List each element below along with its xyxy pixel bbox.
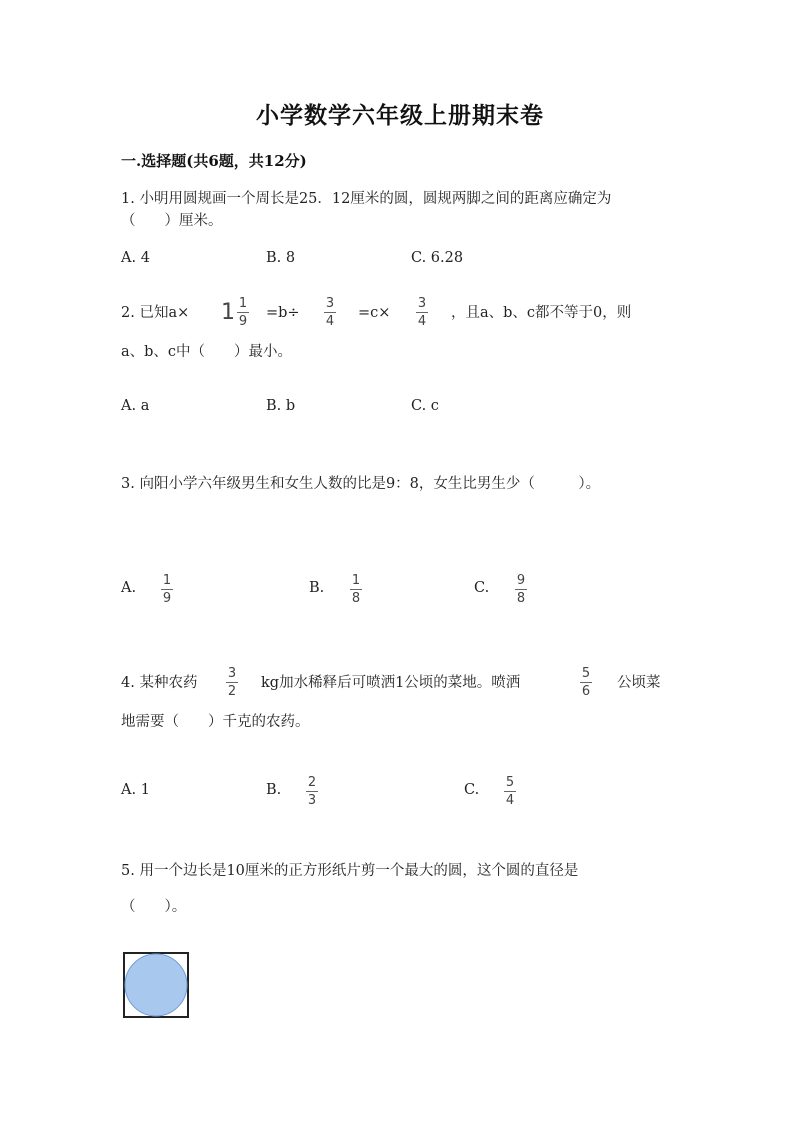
fraction-bar: [350, 589, 362, 590]
q2-fraction-1: [324, 296, 336, 329]
q3-a-denominator: 9: [162, 591, 172, 606]
q2-mixed-fraction: [237, 296, 249, 329]
q1-option-b[interactable]: B. 8: [266, 250, 296, 266]
q3-option-c-fraction[interactable]: [515, 573, 527, 606]
square-with-inscribed-circle-figure: [123, 952, 189, 1018]
q3-b-numerator: 1: [351, 573, 361, 588]
q3-c-numerator: 9: [516, 573, 526, 588]
q4-prefix: 4. 某种农药: [121, 675, 198, 691]
q4-option-c-fraction[interactable]: [504, 775, 516, 808]
q4-f2-numerator: 5: [581, 666, 591, 681]
q3-a-numerator: 1: [162, 573, 172, 588]
q2-prefix: 2. 已知a×: [121, 305, 190, 321]
fraction-bar: [237, 312, 249, 313]
q2-f2-denominator: 4: [417, 314, 427, 329]
q4-b-numerator: 2: [307, 775, 317, 790]
q4-option-b-fraction[interactable]: [306, 775, 318, 808]
q2-option-a[interactable]: A. a: [121, 398, 150, 414]
q4-option-b-label[interactable]: B.: [266, 782, 282, 798]
q1-text-line2: （ ）厘米。: [121, 213, 223, 229]
q4-mid: kg加水稀释后可喷洒1公顷的菜地。喷洒: [261, 675, 521, 691]
q3-option-b-fraction[interactable]: [350, 573, 362, 606]
fraction-bar: [416, 312, 428, 313]
q2-fraction-2: [416, 296, 428, 329]
q4-fraction-2: [580, 666, 592, 699]
fraction-bar: [226, 682, 238, 683]
fraction-bar: [161, 589, 173, 590]
section-heading: 一.选择题(共6题，共12分): [121, 152, 307, 170]
page-title: 小学数学六年级上册期末卷: [256, 102, 544, 129]
q2-mixed-whole: 1: [221, 300, 235, 325]
q4-c-numerator: 5: [505, 775, 515, 790]
q2-eq-b: =b÷: [266, 305, 300, 321]
fraction-bar: [515, 589, 527, 590]
fraction-bar: [504, 791, 516, 792]
q3-c-denominator: 8: [516, 591, 526, 606]
q3-text-line1: 3. 向阳小学六年级男生和女生人数的比是9：8，女生比男生少（ ）。: [121, 476, 601, 492]
q3-option-b-label[interactable]: B.: [309, 580, 325, 596]
q1-text-line1: 1. 小明用圆规画一个周长是25．12厘米的圆，圆规两脚之间的距离应确定为: [121, 191, 612, 207]
q2-text-line2: a、b、c中（ ）最小。: [121, 344, 293, 360]
q2-suffix: ，且a、b、c都不等于0，则: [451, 305, 632, 321]
q1-option-c[interactable]: C. 6.28: [411, 250, 464, 266]
q3-b-denominator: 8: [351, 591, 361, 606]
q3-option-c-label[interactable]: C.: [474, 580, 490, 596]
q4-f2-denominator: 6: [581, 684, 591, 699]
q2-f1-denominator: 4: [325, 314, 335, 329]
q4-f1-numerator: 3: [227, 666, 237, 681]
q2-option-c[interactable]: C. c: [411, 398, 439, 414]
q2-f1-numerator: 3: [325, 296, 335, 311]
q3-option-a-label[interactable]: A.: [121, 580, 137, 596]
q4-f1-denominator: 2: [227, 684, 237, 699]
q2-mixed-numerator: 1: [238, 296, 248, 311]
q4-text-line2: 地需要（ ）千克的农药。: [121, 714, 310, 730]
q4-c-denominator: 4: [505, 793, 515, 808]
q1-option-a[interactable]: A. 4: [121, 250, 150, 266]
q2-mixed-denominator: 9: [238, 314, 248, 329]
q4-option-c-label[interactable]: C.: [464, 782, 480, 798]
fraction-bar: [306, 791, 318, 792]
q5-text-line1: 5. 用一个边长是10厘米的正方形纸片剪一个最大的圆，这个圆的直径是: [121, 863, 579, 879]
q2-eq-c: =c×: [358, 305, 391, 321]
q3-option-a-fraction[interactable]: [161, 573, 173, 606]
q2-mixed-number: [221, 296, 249, 329]
q2-f2-numerator: 3: [417, 296, 427, 311]
q4-b-denominator: 3: [307, 793, 317, 808]
q5-text-line2: （ ）。: [121, 899, 187, 915]
q4-suffix: 公顷菜: [617, 675, 661, 691]
q4-fraction-1: [226, 666, 238, 699]
inscribed-circle: [125, 954, 187, 1016]
q4-option-a[interactable]: A. 1: [121, 782, 150, 798]
fraction-bar: [324, 312, 336, 313]
fraction-bar: [580, 682, 592, 683]
q2-option-b[interactable]: B. b: [266, 398, 296, 414]
